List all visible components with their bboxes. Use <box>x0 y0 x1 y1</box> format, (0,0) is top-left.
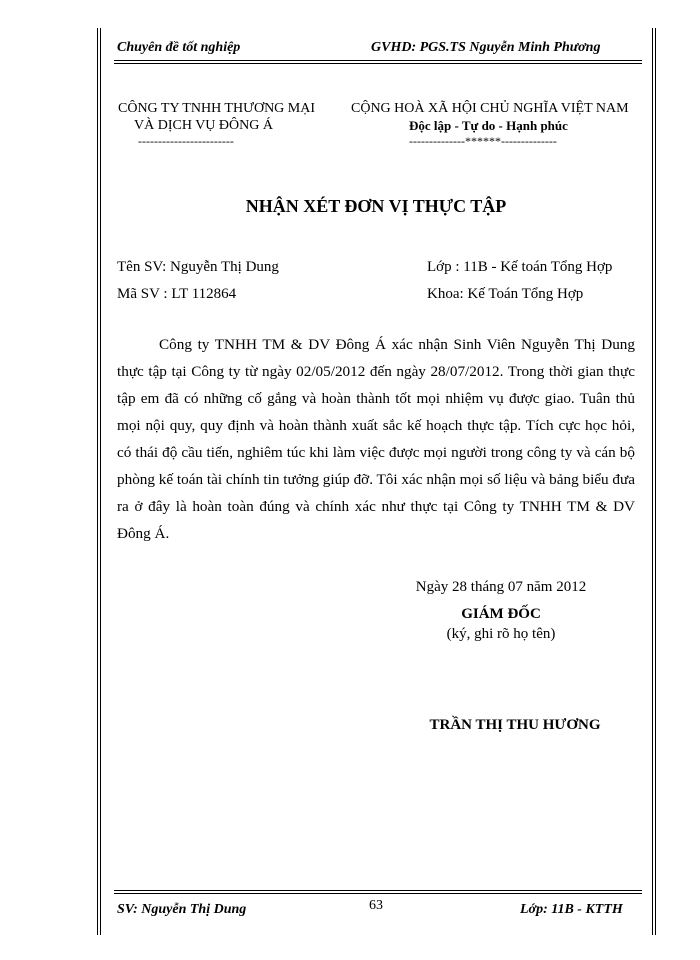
footer-left: SV: Nguyễn Thị Dung <box>117 902 247 917</box>
student-id: Mã SV : LT 112864 <box>117 286 237 302</box>
student-class: Lớp : 11B - Kế toán Tổng Hợp <box>427 259 613 275</box>
signer-name: TRẦN THỊ THU HƯƠNG <box>429 717 601 733</box>
signature-role: GIÁM ĐỐC <box>461 606 541 622</box>
header-left: Chuyên đề tốt nghiệp <box>117 40 241 55</box>
evaluation-paragraph: Công ty TNHH TM & DV Đông Á xác nhận Sinh Viên Nguyễn Thị Dung thực tập tại Công ty từ ngày 02/05/2012 đến ngày 28/07/2012. Trong thời gian thực tập em đã có những cố gắng và hoàn thành tốt mọi nhiệm vụ được giao. Tuân thủ mọi nội quy, quy định và hoàn thành xuất sắc kế hoạch thực tập. Tích cực học hỏi, có thái độ cầu tiến, nghiêm túc khi làm việc được mọi người trong công ty và cán bộ phòng kế toán tài chính tin tưởng giúp đỡ. Tôi xác nhận mọi số liệu và bảng biểu đưa ra ở đây là hoàn toàn đúng và chính xác như thực tại Công ty TNHH TM & DV Đông Á. <box>117 336 635 542</box>
header-right: GVHD: PGS.TS Nguyễn Minh Phương <box>371 40 601 55</box>
footer-right: Lớp: 11B - KTTH <box>520 902 623 917</box>
evaluation-text <box>117 331 635 547</box>
nation-divider: --------------******-------------- <box>409 134 557 148</box>
header-rule <box>114 60 642 61</box>
nation-title: CỘNG HOÀ XÃ HỘI CHỦ NGHĨA VIỆT NAM <box>351 101 629 116</box>
company-divider: ------------------------ <box>138 134 234 148</box>
signature-note: (ký, ghi rõ họ tên) <box>446 626 556 642</box>
footer-rule-thin <box>114 893 642 894</box>
header-rule-thin <box>114 63 642 64</box>
student-name: Tên SV: Nguyễn Thị Dung <box>117 259 279 275</box>
company-name-line2: VÀ DỊCH VỤ ĐÔNG Á <box>134 118 273 133</box>
footer-rule <box>114 890 642 891</box>
page-title: NHẬN XÉT ĐƠN VỊ THỰC TẬP <box>245 196 507 216</box>
page-number: 63 <box>369 898 383 913</box>
company-name-line1: CÔNG TY TNHH THƯƠNG MẠI <box>118 101 316 116</box>
signature-date: Ngày 28 tháng 07 năm 2012 <box>415 579 587 595</box>
student-faculty: Khoa: Kế Toán Tổng Hợp <box>427 286 584 302</box>
nation-motto: Độc lập - Tự do - Hạnh phúc <box>409 118 568 133</box>
